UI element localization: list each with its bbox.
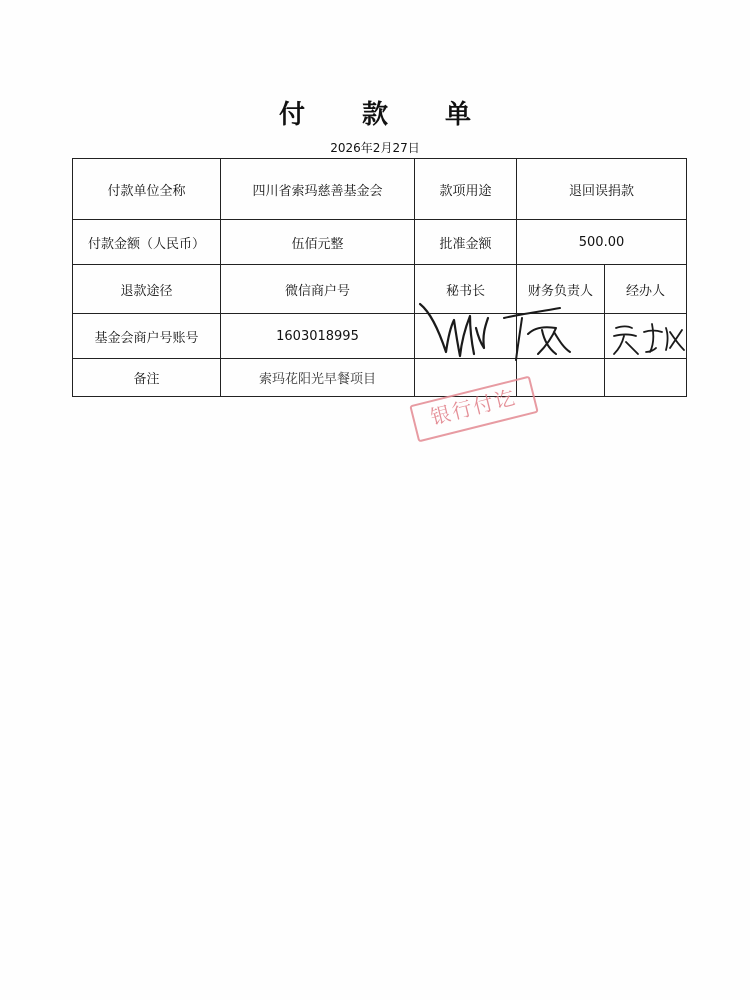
amount-value: 伍佰元整: [221, 220, 415, 265]
approved-amount-value: 500.00: [517, 220, 687, 265]
secretary-general-label: 秘书长: [415, 265, 517, 314]
payer-name-label: 付款单位全称: [73, 159, 221, 220]
purpose-value: 退回误捐款: [517, 159, 687, 220]
payment-form-table: [72, 158, 687, 397]
merchant-account-label: 基金会商户号账号: [73, 314, 221, 359]
remark-empty-cell: [605, 359, 687, 397]
document-title: 付 款 单: [278, 100, 496, 130]
amount-label: 付款金额（人民币）: [73, 220, 221, 265]
document-date: 2026年2月27日: [330, 141, 420, 155]
finance-head-signature-cell: [517, 314, 605, 359]
bank-paid-stamp: 银行付讫: [409, 376, 539, 443]
approved-amount-label: 批准金额: [415, 220, 517, 265]
table-row: [73, 314, 687, 359]
payer-name-value: 四川省索玛慈善基金会: [221, 159, 415, 220]
refund-method-value: 微信商户号: [221, 265, 415, 314]
finance-head-label: 财务负责人: [517, 265, 605, 314]
remark-value: 索玛花阳光早餐项目: [221, 359, 415, 397]
handler-label: 经办人: [605, 265, 687, 314]
refund-method-label: 退款途径: [73, 265, 221, 314]
purpose-label: 款项用途: [415, 159, 517, 220]
table-row: [73, 265, 687, 314]
merchant-account-value: 1603018995: [221, 314, 415, 359]
remark-label: 备注: [73, 359, 221, 397]
handler-signature-cell: [605, 314, 687, 359]
table-row: [73, 220, 687, 265]
secretary-general-signature-cell: [415, 314, 517, 359]
table-row: [73, 159, 687, 220]
table-row: [73, 359, 687, 397]
